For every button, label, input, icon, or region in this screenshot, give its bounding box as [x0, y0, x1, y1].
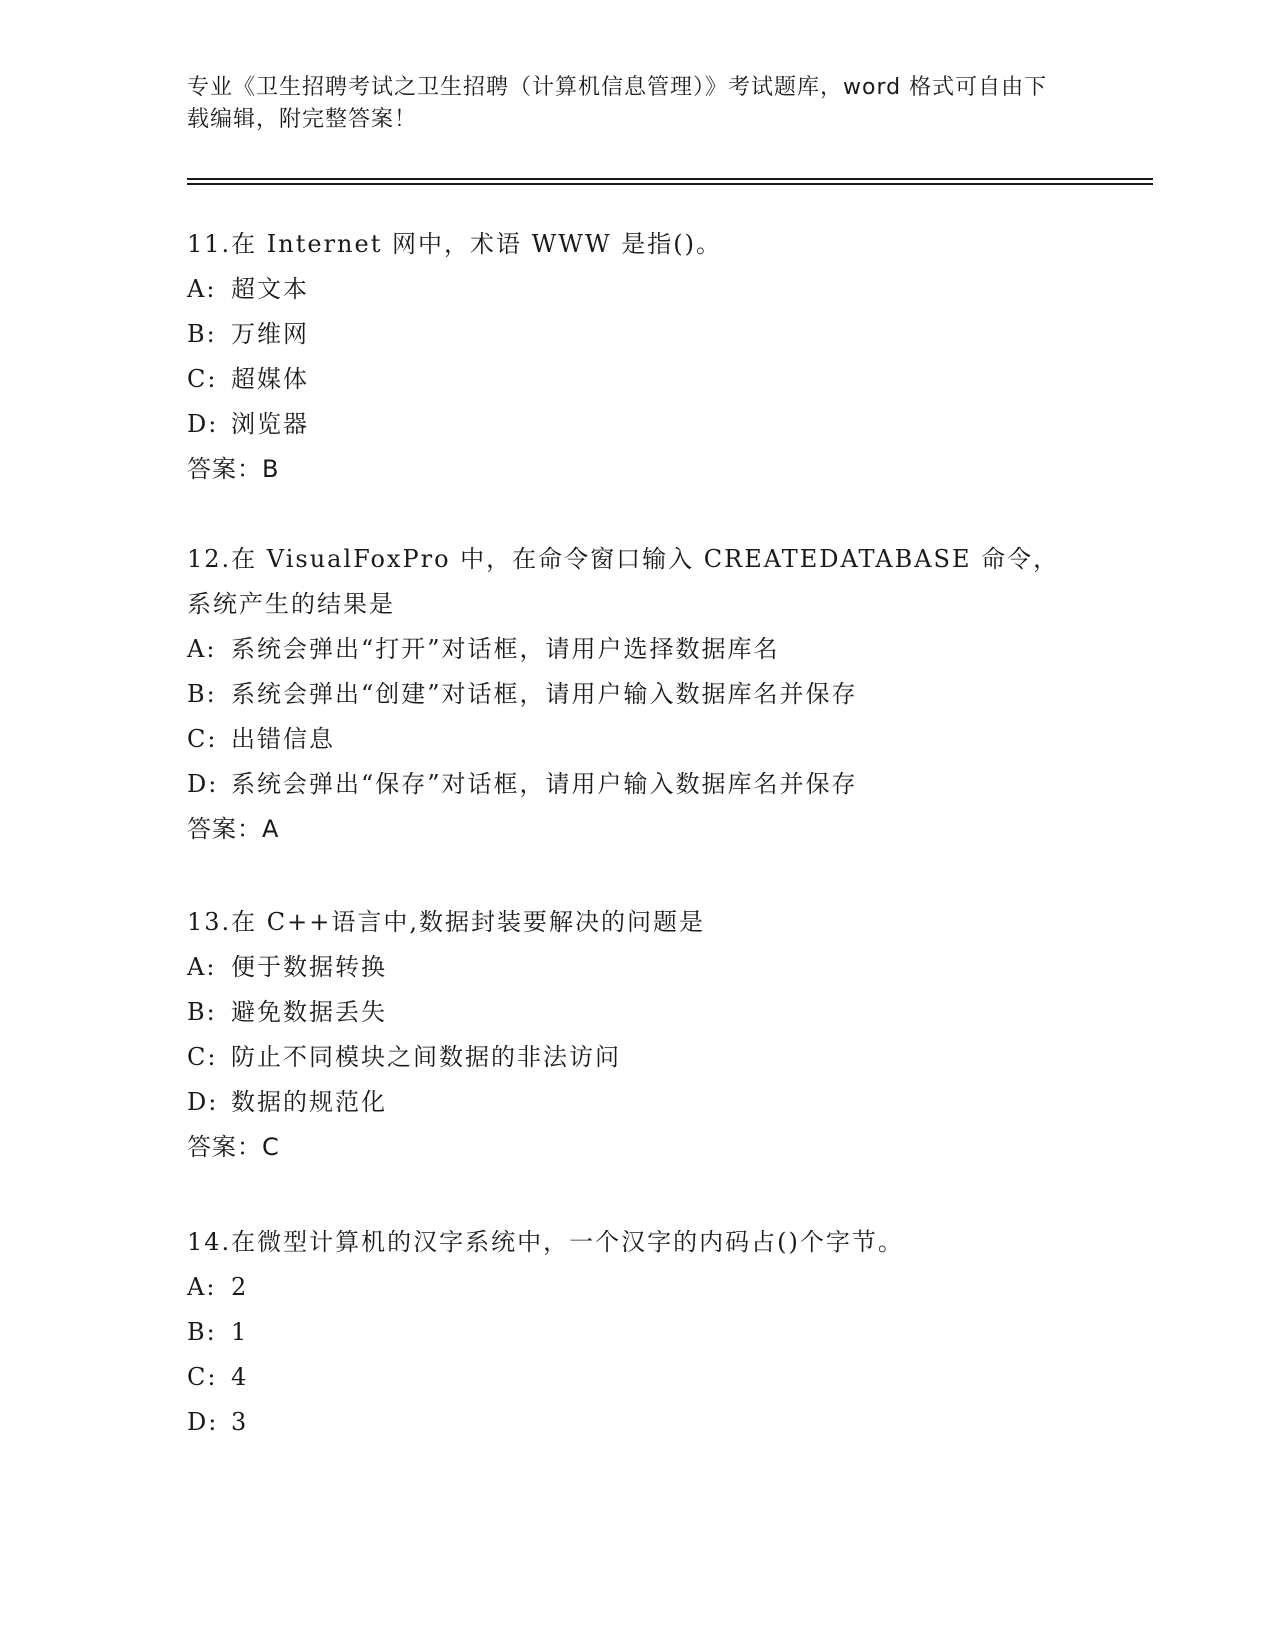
question-stem: 12.在 VisualFoxPro 中，在命令窗口输入 CREATEDATABASE 命令，系统产生的结果是: [187, 545, 1060, 618]
header-divider-top: [187, 178, 1153, 180]
option-c: [187, 357, 1087, 402]
option-letter: C:: [187, 1043, 218, 1071]
option-c: [187, 717, 1087, 762]
answer-line: 答案：C: [187, 1133, 280, 1161]
option-d: [187, 762, 1087, 807]
option-d: [187, 1400, 1087, 1445]
option-text: 系统会弹出“保存”对话框，请用户输入数据库名并保存: [231, 770, 858, 798]
option-d: [187, 1080, 1087, 1125]
option-letter: D:: [187, 1088, 219, 1116]
option-c: [187, 1035, 1087, 1080]
option-letter: B:: [187, 320, 217, 348]
option-text: 3: [231, 1408, 249, 1436]
document-intro: 专业《卫生招聘考试之卫生招聘（计算机信息管理）》考试题库，word 格式可自由下载编辑，附完整答案！: [187, 75, 1048, 132]
option-text: 4: [231, 1363, 249, 1391]
question-stem: 14.在微型计算机的汉字系统中，一个汉字的内码占()个字节。: [187, 1228, 904, 1256]
option-text: 超媒体: [231, 365, 309, 393]
option-c: [187, 1355, 1087, 1400]
option-text: 避免数据丢失: [231, 998, 387, 1026]
option-a: [187, 627, 1087, 672]
option-text: 系统会弹出“打开”对话框，请用户选择数据库名: [231, 635, 780, 663]
option-letter: A:: [187, 275, 217, 303]
option-letter: B:: [187, 1318, 217, 1346]
question-11: [187, 222, 1087, 492]
option-text: 浏览器: [231, 410, 309, 438]
option-letter: B:: [187, 680, 217, 708]
option-a: [187, 945, 1087, 990]
option-letter: C:: [187, 365, 218, 393]
question-12: [187, 537, 1087, 852]
option-letter: C:: [187, 1363, 218, 1391]
option-letter: D:: [187, 770, 219, 798]
option-b: [187, 1310, 1087, 1355]
option-letter: A:: [187, 1273, 217, 1301]
option-b: [187, 990, 1087, 1035]
answer-line: 答案：B: [187, 455, 280, 483]
option-a: [187, 267, 1087, 312]
option-letter: A:: [187, 635, 217, 663]
question-13: [187, 900, 1087, 1170]
option-text: 系统会弹出“创建”对话框，请用户输入数据库名并保存: [231, 680, 858, 708]
option-letter: D:: [187, 410, 219, 438]
option-text: 2: [231, 1273, 249, 1301]
option-b: [187, 672, 1087, 717]
option-text: 出错信息: [231, 725, 335, 753]
question-14: [187, 1220, 1087, 1445]
question-stem: 11.在 Internet 网中，术语 WWW 是指()。: [187, 230, 722, 258]
option-letter: D:: [187, 1408, 219, 1436]
option-text: 便于数据转换: [231, 953, 387, 981]
option-a: [187, 1265, 1087, 1310]
option-b: [187, 312, 1087, 357]
option-letter: A:: [187, 953, 217, 981]
answer-line: 答案：A: [187, 815, 280, 843]
header-divider-bottom: [187, 183, 1153, 185]
option-d: [187, 402, 1087, 447]
option-text: 防止不同模块之间数据的非法访问: [231, 1043, 621, 1071]
option-text: 超文本: [231, 275, 309, 303]
option-text: 1: [231, 1318, 249, 1346]
question-stem: 13.在 C++语言中,数据封装要解决的问题是: [187, 908, 706, 936]
option-text: 万维网: [231, 320, 309, 348]
option-letter: B:: [187, 998, 217, 1026]
option-text: 数据的规范化: [231, 1088, 387, 1116]
option-letter: C:: [187, 725, 218, 753]
